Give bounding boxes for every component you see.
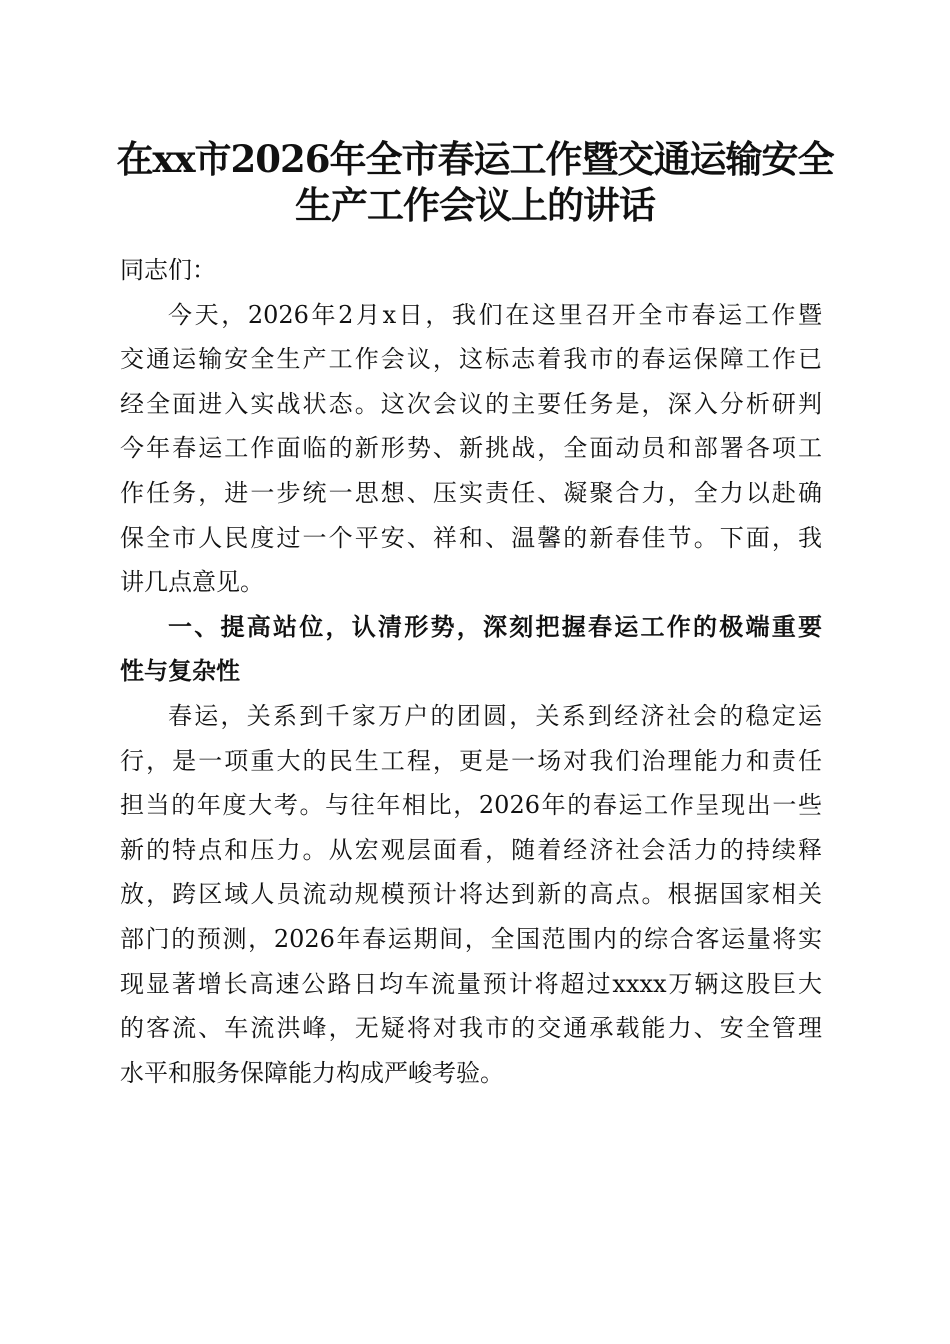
heading-line: 一、提高站位，认清形势，深刻把握春运工作的极端重要	[168, 612, 822, 641]
text-line: 担当的年度大考。与往年相比，2026年的春运工作呈现出一些	[120, 791, 822, 820]
text-line: 讲几点意见。	[120, 568, 264, 597]
heading-line: 性与复杂性	[120, 657, 240, 686]
text-line: 新的特点和压力。从宏观层面看，随着经济社会活力的持续释	[120, 835, 822, 864]
title-line: 生产工作会议上的讲话	[295, 183, 655, 227]
paragraph-intro	[120, 293, 822, 605]
text-line: 春运，关系到千家万户的团圆，关系到经济社会的稳定运	[168, 701, 822, 730]
text-line: 今天，2026年2月x日，我们在这里召开全市春运工作暨	[168, 300, 822, 329]
title-line: 在xx市2026年全市春运工作暨交通运输安全	[116, 137, 834, 181]
text-line: 行，是一项重大的民生工程，更是一场对我们治理能力和责任	[120, 746, 822, 775]
text-line: 放，跨区域人员流动规模预计将达到新的高点。根据国家相关	[120, 880, 822, 909]
text-line: 交通运输安全生产工作会议，这标志着我市的春运保障工作已	[120, 345, 822, 374]
section-heading	[120, 605, 822, 694]
salutation: 同志们：	[120, 256, 216, 284]
text-line: 的客流、车流洪峰，无疑将对我市的交通承载能力、安全管理	[120, 1014, 822, 1043]
text-line: 作任务，进一步统一思想、压实责任、凝聚合力，全力以赴确	[120, 478, 822, 507]
paragraph-situation	[120, 694, 822, 1095]
text-line: 经全面进入实战状态。这次会议的主要任务是，深入分析研判	[120, 389, 822, 418]
text-line: 保全市人民度过一个平安、祥和、温馨的新春佳节。下面，我	[120, 523, 822, 552]
text-line: 水平和服务保障能力构成严峻考验。	[120, 1058, 504, 1087]
text-line: 今年春运工作面临的新形势、新挑战，全面动员和部署各项工	[120, 434, 822, 463]
text-line: 部门的预测，2026年春运期间，全国范围内的综合客运量将实	[120, 924, 822, 953]
document-body	[120, 248, 822, 1095]
text-line: 现显著增长高速公路日均车流量预计将超过xxxx万辆这股巨大	[120, 969, 822, 998]
document-title	[110, 136, 840, 228]
